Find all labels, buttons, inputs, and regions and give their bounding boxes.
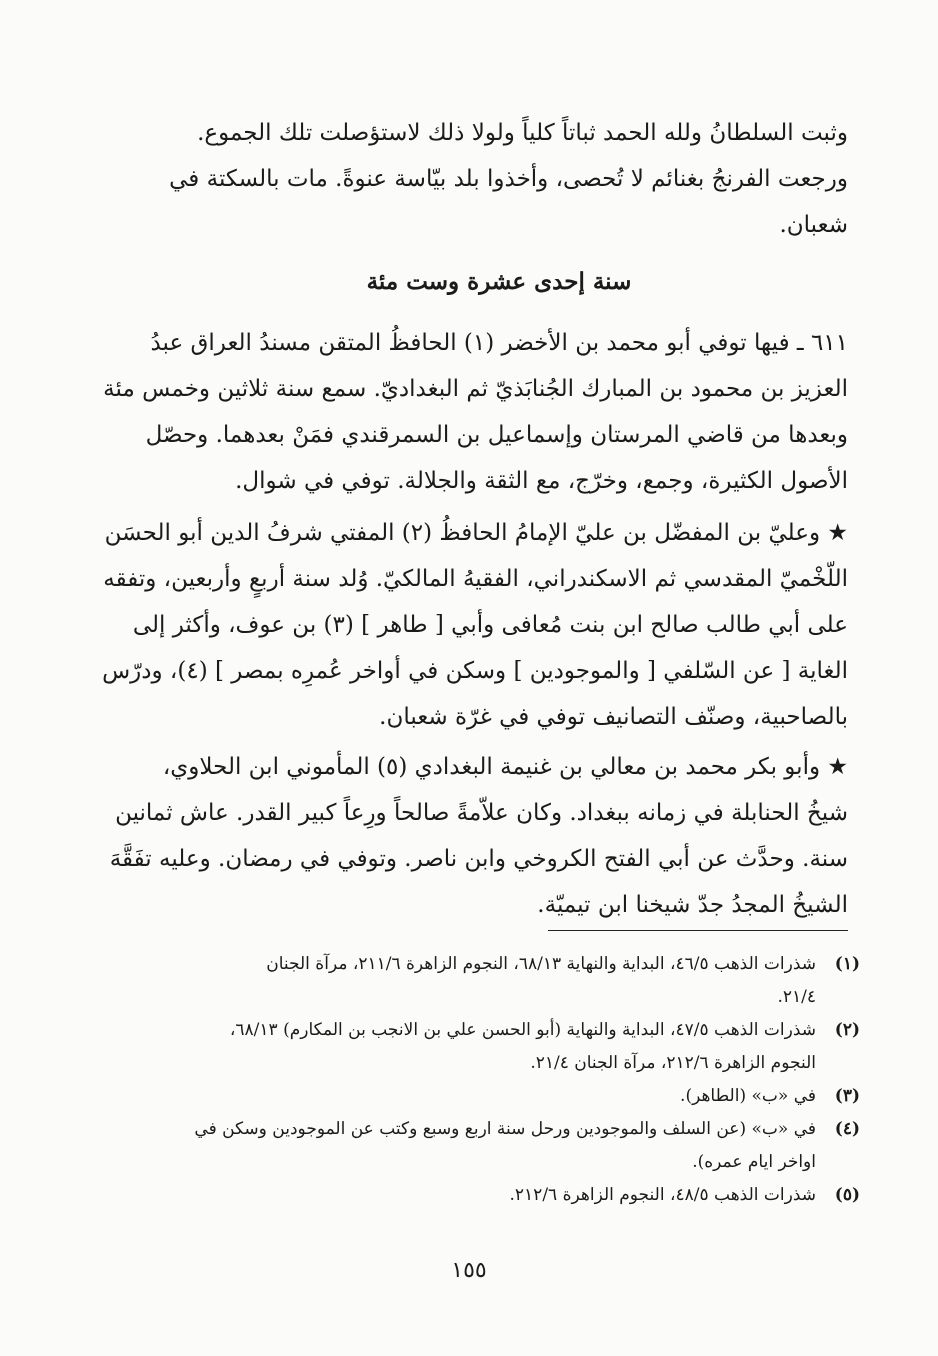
entry-ali-ibn-al-mufaddal	[102, 510, 848, 740]
text-line: وبعدها من قاضي المرستان وإسماعيل بن السمرقندي فمَنْ بعدهما. وحصّل	[145, 422, 848, 448]
entry-611	[103, 320, 848, 504]
footnote-number: (٢)	[834, 1020, 860, 1040]
footnote-line: في «ب» (الطاهر).	[680, 1086, 816, 1106]
paragraph-intro	[150, 110, 848, 248]
text-line: اللّخْميّ المقدسي ثم الاسكندراني، الفقيهُ المالكيّ. وُلد سنة أربعٍ وأربعين، وتفقه	[103, 566, 848, 592]
text-line: ★ وأبو بكر محمد بن معالي بن غنيمة البغدادي (٥) المأموني ابن الحلاوي،	[162, 754, 848, 780]
text-line: على أبي طالب صالح ابن بنت مُعافى وأبي [ طاهر ] (٣) بن عوف، وأكثر إلى	[132, 612, 848, 638]
entry-abu-bakr	[109, 744, 848, 928]
page-number: ١٥٥	[451, 1258, 487, 1283]
footnote-4	[150, 1113, 860, 1179]
footnote-number: (١)	[834, 954, 860, 974]
footnote-1	[150, 948, 860, 1014]
footnote-line: في «ب» (عن السلف والموجودين ورحل سنة اربع وسبع وكتب عن الموجودين وسكن في	[194, 1119, 816, 1139]
text-line: شعبان.	[779, 212, 848, 238]
footnote-number: (٥)	[834, 1185, 860, 1205]
text-line: الشيخُ المجدُ جدّ شيخنا ابن تيميّة.	[537, 892, 848, 918]
footnote-3	[150, 1080, 860, 1113]
footnote-line: شذرات الذهب ٤٨/٥، النجوم الزاهرة ٢١٢/٦.	[509, 1185, 816, 1205]
text-line: سنة. وحدَّث عن أبي الفتح الكروخي وابن ناصر. وتوفي في رمضان. وعليه تفَقَّهَ	[109, 846, 848, 872]
text-line: بالصاحبية، وصنّف التصانيف توفي في غرّة شعبان.	[379, 704, 848, 730]
footnote-line: ٢١/٤.	[777, 987, 816, 1007]
text-line: العزيز بن محمود بن المبارك الجُنابَذيّ ثم البغداديّ. سمع سنة ثلاثين وخمس مئة	[103, 376, 848, 402]
footnotes	[150, 948, 860, 1212]
footnote-line: النجوم الزاهرة ٢١٢/٦، مرآة الجنان ٢١/٤.	[530, 1053, 816, 1073]
text-line: وثبت السلطانُ ولله الحمد ثباتاً كلياً ولولا ذلك لاستؤصلت تلك الجموع.	[197, 120, 848, 146]
text-line: ★ وعليّ بن المفضّل بن عليّ الإمامُ الحافظُ (٢) المفتي شرفُ الدين أبو الحسَن	[104, 520, 848, 546]
footnote-separator	[548, 930, 848, 931]
text-line: ٦١١ ـ فيها توفي أبو محمد بن الأخضر (١) الحافظُ المتقن مسندُ العراق عبدُ	[150, 330, 848, 356]
footnote-2	[150, 1014, 860, 1080]
footnote-line: شذرات الذهب ٤٦/٥، البداية والنهاية ٦٨/١٣، النجوم الزاهرة ٢١١/٦، مرآة الجنان	[266, 954, 816, 974]
text-line: الغاية [ عن السّلفي [ والموجودين ] وسكن في أواخر عُمرِه بمصر ] (٤)، ودرّس	[102, 658, 848, 684]
text-line: الأصول الكثيرة، وجمع، وخرّج، مع الثقة والجلالة. توفي في شوال.	[235, 468, 848, 494]
footnote-5	[150, 1179, 860, 1212]
footnote-line: شذرات الذهب ٤٧/٥، البداية والنهاية (أبو الحسن علي بن الانجب بن المكارم) ٦٨/١٣،	[229, 1020, 816, 1040]
footnote-line: اواخر ايام عمره).	[692, 1152, 816, 1172]
footnote-number: (٤)	[834, 1119, 860, 1139]
text-line: ورجعت الفرنجُ بغنائم لا تُحصى، وأخذوا بلد بيّاسة عنوةً. مات بالسكتة في	[169, 166, 848, 192]
section-heading: سنة إحدى عشرة وست مئة	[366, 268, 632, 295]
text-line: شيخُ الحنابلة في زمانه ببغداد. وكان علاّمةً صالحاً ورِعاً كبير القدر. عاش ثمانين	[115, 800, 848, 826]
footnote-number: (٣)	[834, 1086, 860, 1106]
